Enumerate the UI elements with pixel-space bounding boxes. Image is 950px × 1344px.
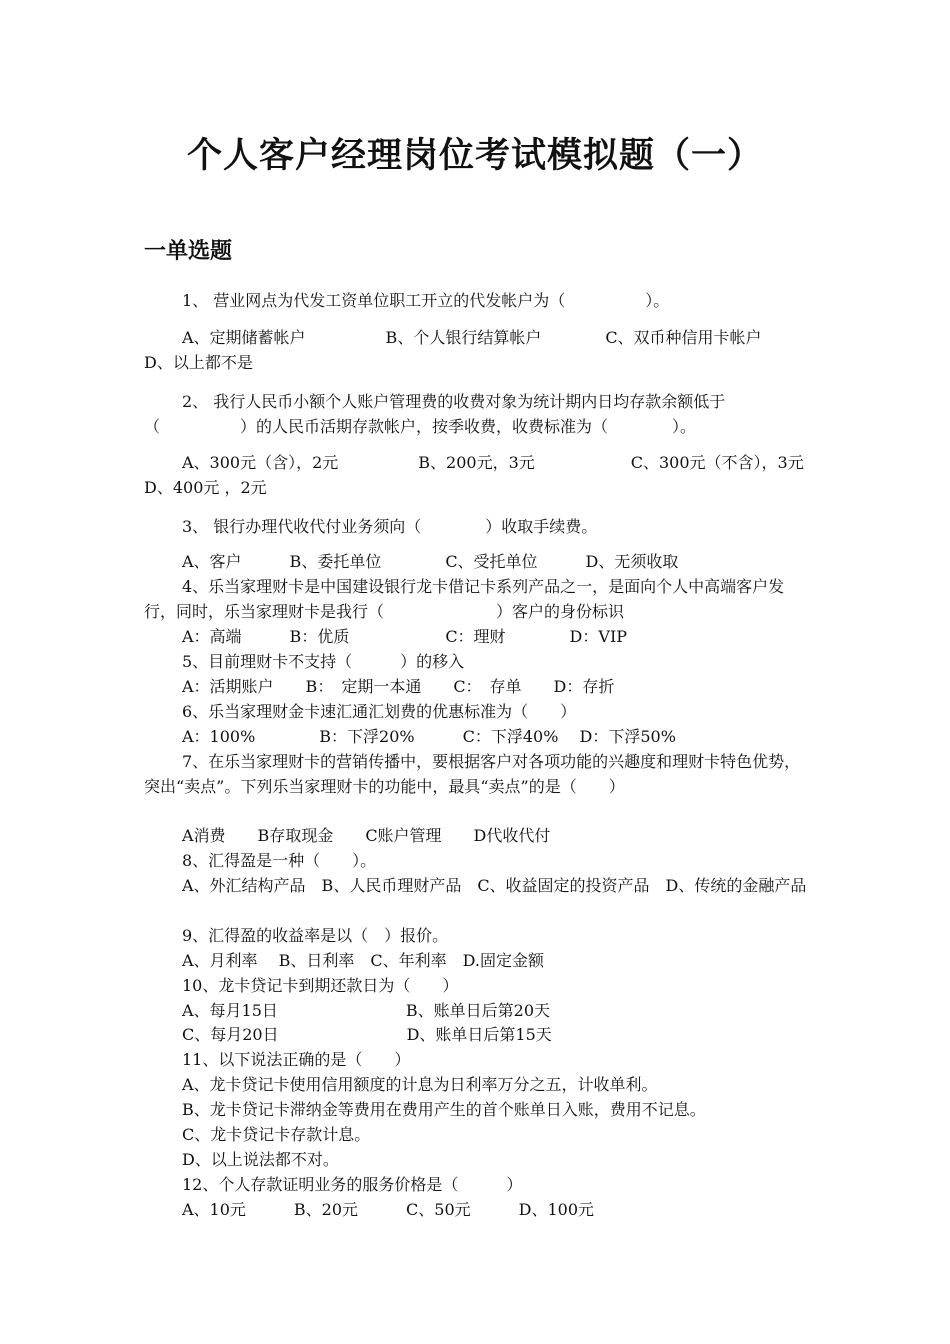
question-11-option-c: C、龙卡贷记卡存款计息。 — [182, 1125, 371, 1144]
question-7-options: A消费 B存取现金 C账户管理 D代收代付 — [182, 826, 551, 845]
question-11-option-d: D、以上说法都不对。 — [182, 1150, 339, 1169]
question-9: 9、汇得盈的收益率是以（ ）报价。 — [182, 926, 449, 945]
question-1-options: A、定期储蓄帐户 B、个人银行结算帐户 C、双币种信用卡帐户 D、以上都不是 — [144, 328, 794, 372]
question-6-options: A：100% B：下浮20% C：下浮40% D：下浮50% — [182, 727, 676, 746]
question-2-options: A、300元（含），2元 B、200元，3元 C、300元（不含），3元 D、400元 ，2元 — [144, 453, 884, 497]
question-3-options: A、客户 B、委托单位 C、受托单位 D、无须收取 — [182, 552, 679, 571]
question-10-options-cd: C、每月20日 D、账单日后第15天 — [182, 1025, 552, 1044]
question-10: 10、龙卡贷记卡到期还款日为（ ） — [182, 976, 459, 995]
question-12-options: A、10元 B、20元 C、50元 D、100元 — [182, 1200, 595, 1219]
question-4: 4、乐当家理财卡是中国建设银行龙卡借记卡系列产品之一，是面向个人中高端客户发行，同时，乐当家理财卡是我行（ ）客户的身份标识 — [144, 577, 785, 621]
question-6: 6、乐当家理财金卡速汇通汇划费的优惠标准为（ ） — [182, 702, 577, 721]
question-1: 1、 营业网点为代发工资单位职工开立的代发帐户为（ ）。 — [182, 291, 670, 310]
question-2: 2、 我行人民币小额个人账户管理费的收费对象为统计期内日均存款余额低于（ ）的人民币活期存款帐户，按季收费，收费标准为（ ）。 — [144, 392, 726, 436]
question-8-options: A、外汇结构产品 B、人民币理财产品 C、收益固定的投资产品 D、传统的金融产品 — [182, 876, 807, 895]
question-4-options: A：高端 B：优质 C：理财 D：VIP — [182, 627, 628, 646]
question-9-options: A、月利率 B、日利率 C、年利率 D.固定金额 — [182, 951, 544, 970]
question-3: 3、 银行办理代收代付业务须向（ ）收取手续费。 — [182, 517, 598, 536]
question-12: 12、个人存款证明业务的服务价格是（ ） — [182, 1175, 523, 1194]
question-5-options: A：活期账户 B： 定期一本通 C： 存单 D：存折 — [182, 677, 615, 696]
question-11-option-a: A、龙卡贷记卡使用信用额度的计息为日利率万分之五，计收单利。 — [182, 1075, 658, 1094]
question-8: 8、汇得盈是一种（ ）。 — [182, 851, 377, 870]
question-5: 5、目前理财卡不支持（ ）的移入 — [182, 652, 465, 671]
question-10-options-ab: A、每月15日 B、账单日后第20天 — [182, 1001, 551, 1020]
question-11: 11、以下说法正确的是（ ） — [182, 1050, 411, 1069]
page-title: 个人客户经理岗位考试模拟题（一） — [186, 136, 763, 176]
question-7: 7、在乐当家理财卡的营销传播中，要根据客户对各项功能的兴趣度和理财卡特色优势，突出“卖点”。下列乐当家理财卡的功能中，最具“卖点”的是（ ） — [144, 752, 801, 796]
section-heading: 一单选题 — [144, 239, 233, 264]
question-11-option-b: B、龙卡贷记卡滞纳金等费用在费用产生的首个账单日入账，费用不记息。 — [182, 1100, 706, 1119]
